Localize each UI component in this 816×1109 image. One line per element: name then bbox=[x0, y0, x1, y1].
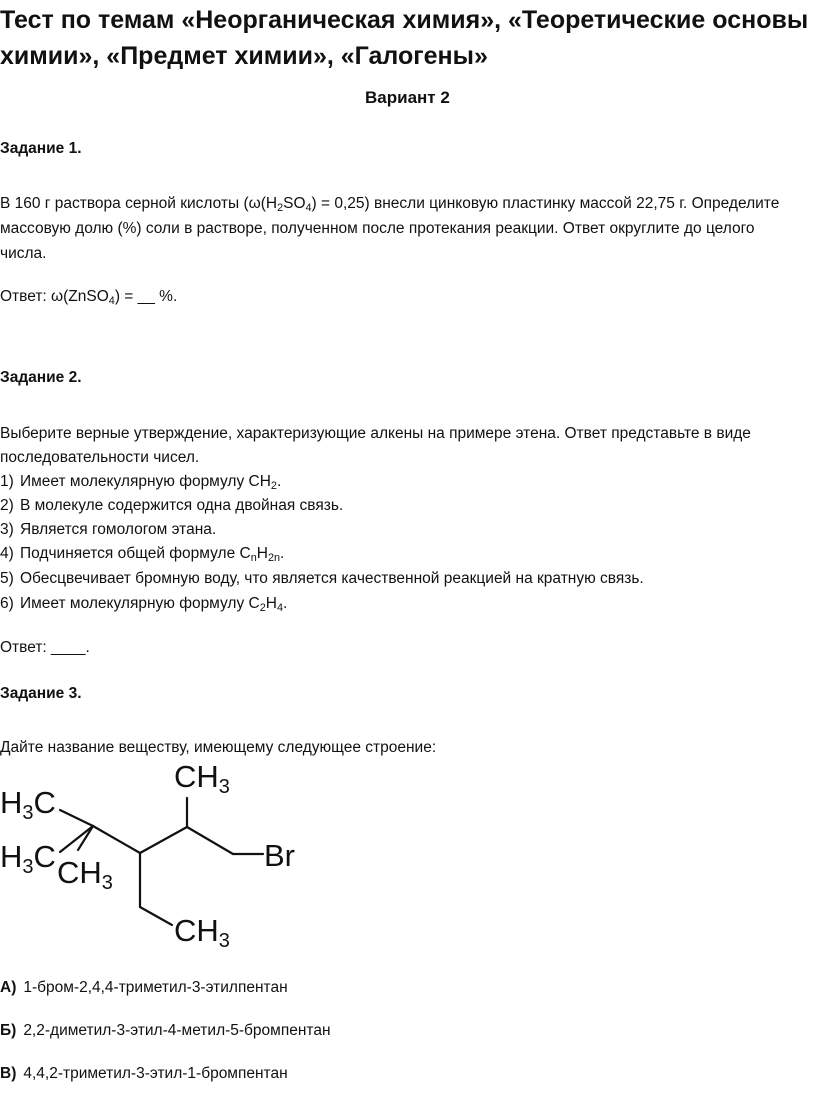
task1-line-3: числа. bbox=[0, 245, 47, 262]
answer-option-b: Б) 2,2-диметил-3-этил-4-метил-5-бромпентан bbox=[0, 1022, 331, 1039]
task2-heading: Задание 2. bbox=[0, 369, 82, 386]
ch3-middle-label: CH3 bbox=[57, 855, 113, 894]
list-item: 5) Обесцвечивает бромную воду, что является качественной реакцией на кратную связь. bbox=[0, 570, 644, 587]
h3c-lower-label: H3C bbox=[0, 839, 56, 878]
bond-line bbox=[187, 827, 233, 854]
answer-option-a: А) 1-бром-2,4,4-триметил-3-этилпентан bbox=[0, 979, 288, 996]
list-item: 3) Является гомологом этана. bbox=[0, 521, 217, 538]
bond-line bbox=[140, 827, 187, 853]
answer-option-c: В) 4,4,2-триметил-3-этил-1-бромпентан bbox=[0, 1065, 288, 1082]
task2-line-2: последовательности чисел. bbox=[0, 449, 200, 466]
task1-answer: Ответ: ω(ZnSO$_4$) = __ %. bbox=[0, 288, 178, 307]
task2-answer: Ответ: ____. bbox=[0, 639, 90, 656]
list-item: 4) Подчиняется общей формуле $C_nH_{2n}$. bbox=[0, 545, 285, 564]
list-item: 6) Имеет молекулярную формулу $C_2H_4$. bbox=[0, 595, 288, 614]
task1-line-1: В 160 г раствора серной кислоты $(\omega(H_2SO_4) = 0,25)$ внесли цинковую пластинку массой 22,75 г. Определите bbox=[0, 195, 780, 214]
ch3-bottom-label: CH3 bbox=[174, 913, 230, 952]
variant-label: Вариант 2 bbox=[365, 88, 450, 107]
bond-line bbox=[93, 826, 140, 853]
task1-line-2: массовую долю (%) соли в растворе, полученном после протекания реакции. Ответ округлите до целого bbox=[0, 220, 755, 237]
bromine-label: Br bbox=[264, 838, 295, 873]
ch3-top-label: CH3 bbox=[174, 759, 230, 798]
h3c-upper-label: H3C bbox=[0, 785, 56, 824]
bond-line bbox=[60, 810, 93, 826]
bond-line bbox=[60, 826, 93, 852]
bond-line bbox=[78, 826, 93, 850]
list-item: 2) В молекуле содержится одна двойная связь. bbox=[0, 497, 344, 514]
bond-line bbox=[140, 907, 172, 925]
page-title-line-2: химии», «Предмет химии», «Галогены» bbox=[0, 42, 488, 70]
task1-heading: Задание 1. bbox=[0, 140, 82, 157]
task2-line-1: Выберите верные утверждение, характеризующие алкены на примере этена. Ответ представьте в виде bbox=[0, 425, 751, 442]
structural-formula bbox=[0, 755, 360, 955]
page-title-line-1: Тест по темам «Неорганическая химия», «Теоретические основы bbox=[0, 6, 809, 34]
task3-prompt: Дайте название веществу, имеющему следующее строение: bbox=[0, 739, 437, 756]
list-item: 1) Имеет молекулярную формулу $CH_2$. bbox=[0, 473, 282, 492]
task3-heading: Задание 3. bbox=[0, 685, 82, 702]
